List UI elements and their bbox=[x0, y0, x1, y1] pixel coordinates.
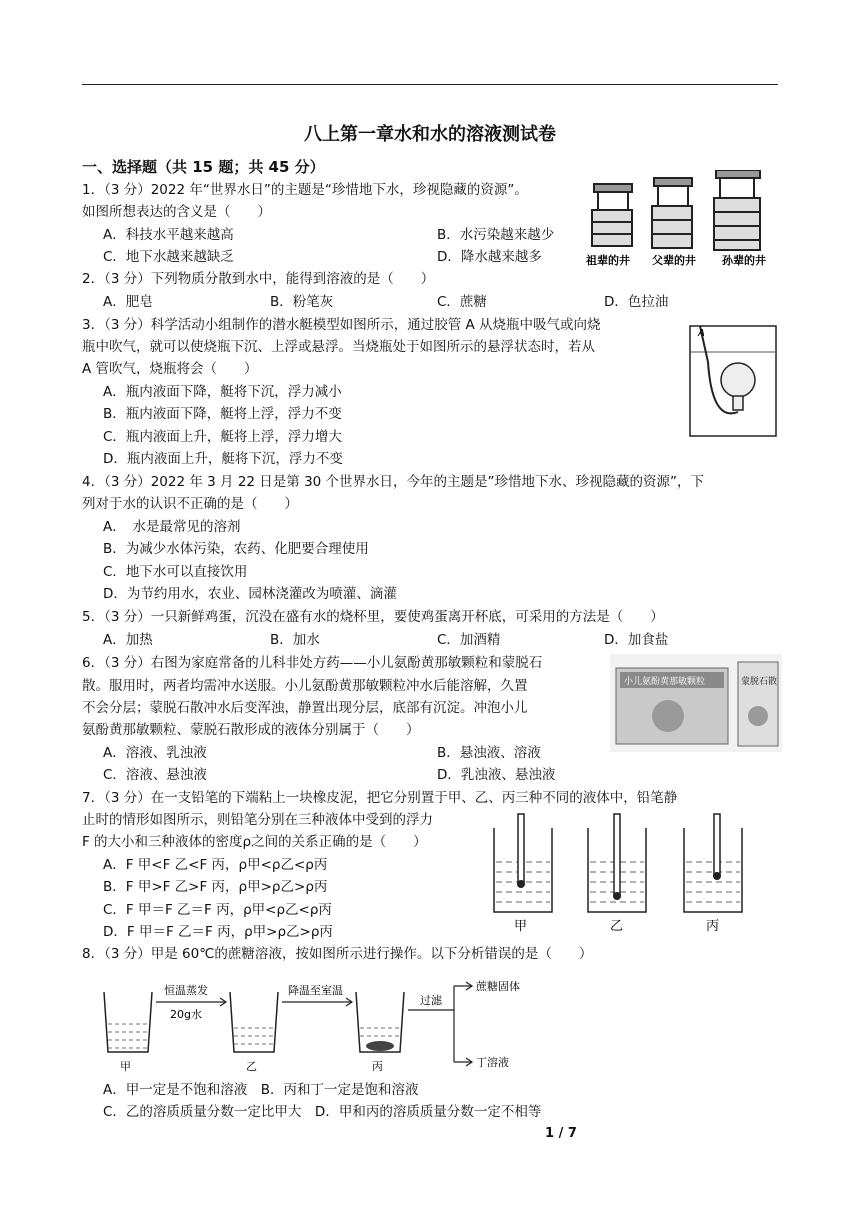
q6-line: 氨酚黄那敏颗粒、蒙脱石散形成的液体分别属于（ ） bbox=[82, 722, 420, 738]
sun-logo-icon bbox=[652, 700, 684, 732]
montmorillonite-box bbox=[738, 662, 778, 746]
q7-beakers-figure bbox=[488, 812, 760, 934]
q4-line: 4．（3 分）2022 年 3 月 22 日是第 30 个世界水日，今年的主题是”珍惜地下水、珍视隐藏的资源”，下 bbox=[82, 474, 705, 490]
well-label: 父辈的井 bbox=[652, 254, 696, 267]
q2-option: B．粉笔灰 bbox=[270, 294, 334, 310]
step-label: 过滤 bbox=[420, 994, 442, 1007]
q3-line: A 管吹气，烧瓶将会（ ） bbox=[82, 361, 258, 377]
tube-label: A bbox=[698, 328, 705, 339]
q5-option: D．加食盐 bbox=[604, 632, 669, 648]
q4-option: D．为节约用水，农业、园林浇灌改为喷灌、滴灌 bbox=[103, 586, 397, 602]
q4-line: 列对于水的认识不正确的是（ ） bbox=[82, 496, 298, 512]
q8-line: 8．（3 分）甲是 60℃的蔗糖溶液，按如图所示进行操作。以下分析错误的是（ ） bbox=[82, 946, 593, 962]
pencil-jia bbox=[518, 814, 524, 884]
page-title: 八上第一章水和水的溶液测试卷 bbox=[304, 124, 556, 145]
header-rule bbox=[82, 84, 778, 85]
q1-line: 如图所想表达的含义是（ ） bbox=[82, 204, 271, 220]
beaker-label: 丙 bbox=[372, 1060, 383, 1073]
product-label: 丁溶液 bbox=[476, 1056, 509, 1069]
q3-line: 瓶中吹气，就可以使烧瓶下沉、上浮或悬浮。当烧瓶处于如图所示的悬浮状态时，若从 bbox=[82, 339, 595, 355]
pencil-yi bbox=[614, 814, 620, 896]
q3-option: B．瓶内液面下降，艇将上浮，浮力不变 bbox=[103, 406, 342, 422]
q1-option: B．水污染越来越少 bbox=[437, 227, 555, 243]
page-number: 1 / 7 bbox=[545, 1126, 577, 1141]
beaker-label: 乙 bbox=[610, 919, 624, 934]
well-drawing bbox=[592, 170, 760, 250]
q3-option: D．瓶内液面上升，艇将下沉，浮力不变 bbox=[103, 451, 343, 467]
q8-option: A．甲一定是不饱和溶液 B．丙和丁一定是饱和溶液 bbox=[103, 1082, 419, 1098]
beaker-jia bbox=[104, 992, 152, 1052]
q4-option: A． 水是最常见的溶剂 bbox=[103, 519, 241, 535]
q1-option: A．科技水平越来越高 bbox=[103, 227, 234, 243]
q3-option: A．瓶内液面下降，艇将下沉，浮力减小 bbox=[103, 384, 342, 400]
flask-body bbox=[721, 363, 755, 397]
q2-option: C．蔗糖 bbox=[437, 294, 487, 310]
montmorillonite-label: 蒙脱石散 bbox=[741, 677, 778, 687]
flask-neck bbox=[733, 396, 743, 410]
q7-line: 7．（3 分）在一支铅笔的下端粘上一块橡皮泥，把它分别置于甲、乙、丙三种不同的液体中，铅笔静 bbox=[82, 790, 678, 806]
product-label: 蔗糖固体 bbox=[476, 980, 520, 993]
beaker-label: 甲 bbox=[120, 1060, 131, 1073]
q5-option: B．加水 bbox=[270, 632, 320, 648]
q3-option: C．瓶内液面上升，艇将上浮，浮力增大 bbox=[103, 429, 342, 445]
q7-option: C．F 甲＝F 乙＝F 丙，ρ甲<ρ乙<ρ丙 bbox=[103, 902, 332, 918]
q5-option: C．加酒精 bbox=[437, 632, 501, 648]
q3-submarine-figure bbox=[688, 322, 780, 440]
q8-process-figure bbox=[98, 972, 568, 1074]
q4-option: C．地下水可以直接饮用 bbox=[103, 564, 248, 580]
q6-option: A．溶液、乳浊液 bbox=[103, 745, 207, 761]
q7-option: A．F 甲<F 乙<F 丙，ρ甲<ρ乙<ρ丙 bbox=[103, 857, 328, 873]
figure-logo-icon bbox=[748, 706, 768, 726]
q5-line: 5．（3 分）一只新鲜鸡蛋，沉没在盛有水的烧杯里，要使鸡蛋离开杯底，可采用的方法是（ ） bbox=[82, 609, 664, 625]
beaker-label: 丙 bbox=[706, 919, 720, 934]
q6-option: B．悬浊液、溶液 bbox=[437, 745, 541, 761]
granule-box-label: 小儿氨酚黄那敏颗粒 bbox=[624, 677, 706, 687]
q1-line: 1．（3 分）2022 年“世界水日”的主题是“珍惜地下水，珍视隐藏的资源”。 bbox=[82, 182, 528, 198]
beaker-yi bbox=[230, 992, 278, 1052]
crystals bbox=[366, 1041, 394, 1051]
well-label: 孙辈的井 bbox=[722, 254, 766, 267]
q1-option: D．降水越来越多 bbox=[437, 249, 542, 265]
step-label: 恒温蒸发 bbox=[164, 984, 208, 997]
q7-line: F 的大小和三种液体的密度ρ之间的关系正确的是（ ） bbox=[82, 834, 427, 850]
clay-yi bbox=[613, 892, 621, 900]
q7-line: 止时的情形如图所示，则铅笔分别在三种液体中受到的浮力 bbox=[82, 812, 433, 828]
q1-wells-figure bbox=[584, 170, 784, 270]
q7-option: B．F 甲>F 乙>F 丙，ρ甲>ρ乙>ρ丙 bbox=[103, 879, 328, 895]
q6-option: C．溶液、悬浊液 bbox=[103, 767, 207, 783]
q6-option: D．乳浊液、悬浊液 bbox=[437, 767, 556, 783]
q2-option: D．色拉油 bbox=[604, 294, 669, 310]
clay-bing bbox=[713, 872, 721, 880]
clay-jia bbox=[517, 880, 525, 888]
well-label: 祖辈的井 bbox=[586, 254, 630, 267]
q3-line: 3．（3 分）科学活动小组制作的潜水艇模型如图所示，通过胶管 A 从烧瓶中吸气或向烧 bbox=[82, 317, 601, 333]
q1-option: C．地下水越来越缺乏 bbox=[103, 249, 234, 265]
q2-option: A．肥皂 bbox=[103, 294, 153, 310]
step-label: 20g水 bbox=[170, 1008, 202, 1021]
q4-option: B．为减少水体污染，农药、化肥要合理使用 bbox=[103, 541, 369, 557]
q6-medicine-figure bbox=[610, 654, 782, 752]
pencil-bing bbox=[714, 814, 720, 876]
beaker-label: 乙 bbox=[246, 1060, 257, 1073]
q7-option: D．F 甲＝F 乙＝F 丙，ρ甲>ρ乙>ρ丙 bbox=[103, 924, 333, 940]
step-label: 降温至室温 bbox=[288, 984, 343, 997]
q2-line: 2．（3 分）下列物质分散到水中，能得到溶液的是（ ） bbox=[82, 271, 435, 287]
q6-line: 不会分层；蒙脱石散冲水后变浑浊，静置出现分层，底部有沉淀。冲泡小儿 bbox=[82, 700, 528, 716]
q6-line: 散。服用时，两者均需冲水送服。小儿氨酚黄那敏颗粒冲水后能溶解，久置 bbox=[82, 678, 528, 694]
section-heading: 一、选择题（共 15 题；共 45 分） bbox=[82, 158, 325, 176]
q5-option: A．加热 bbox=[103, 632, 153, 648]
beaker-label: 甲 bbox=[514, 919, 528, 934]
q8-option: C．乙的溶质质量分数一定比甲大 D．甲和丙的溶质质量分数一定不相等 bbox=[103, 1104, 542, 1120]
q6-line: 6．（3 分）右图为家庭常备的儿科非处方药——小儿氨酚黄那敏颗粒和蒙脱石 bbox=[82, 655, 543, 671]
beaker-bing bbox=[684, 828, 742, 912]
